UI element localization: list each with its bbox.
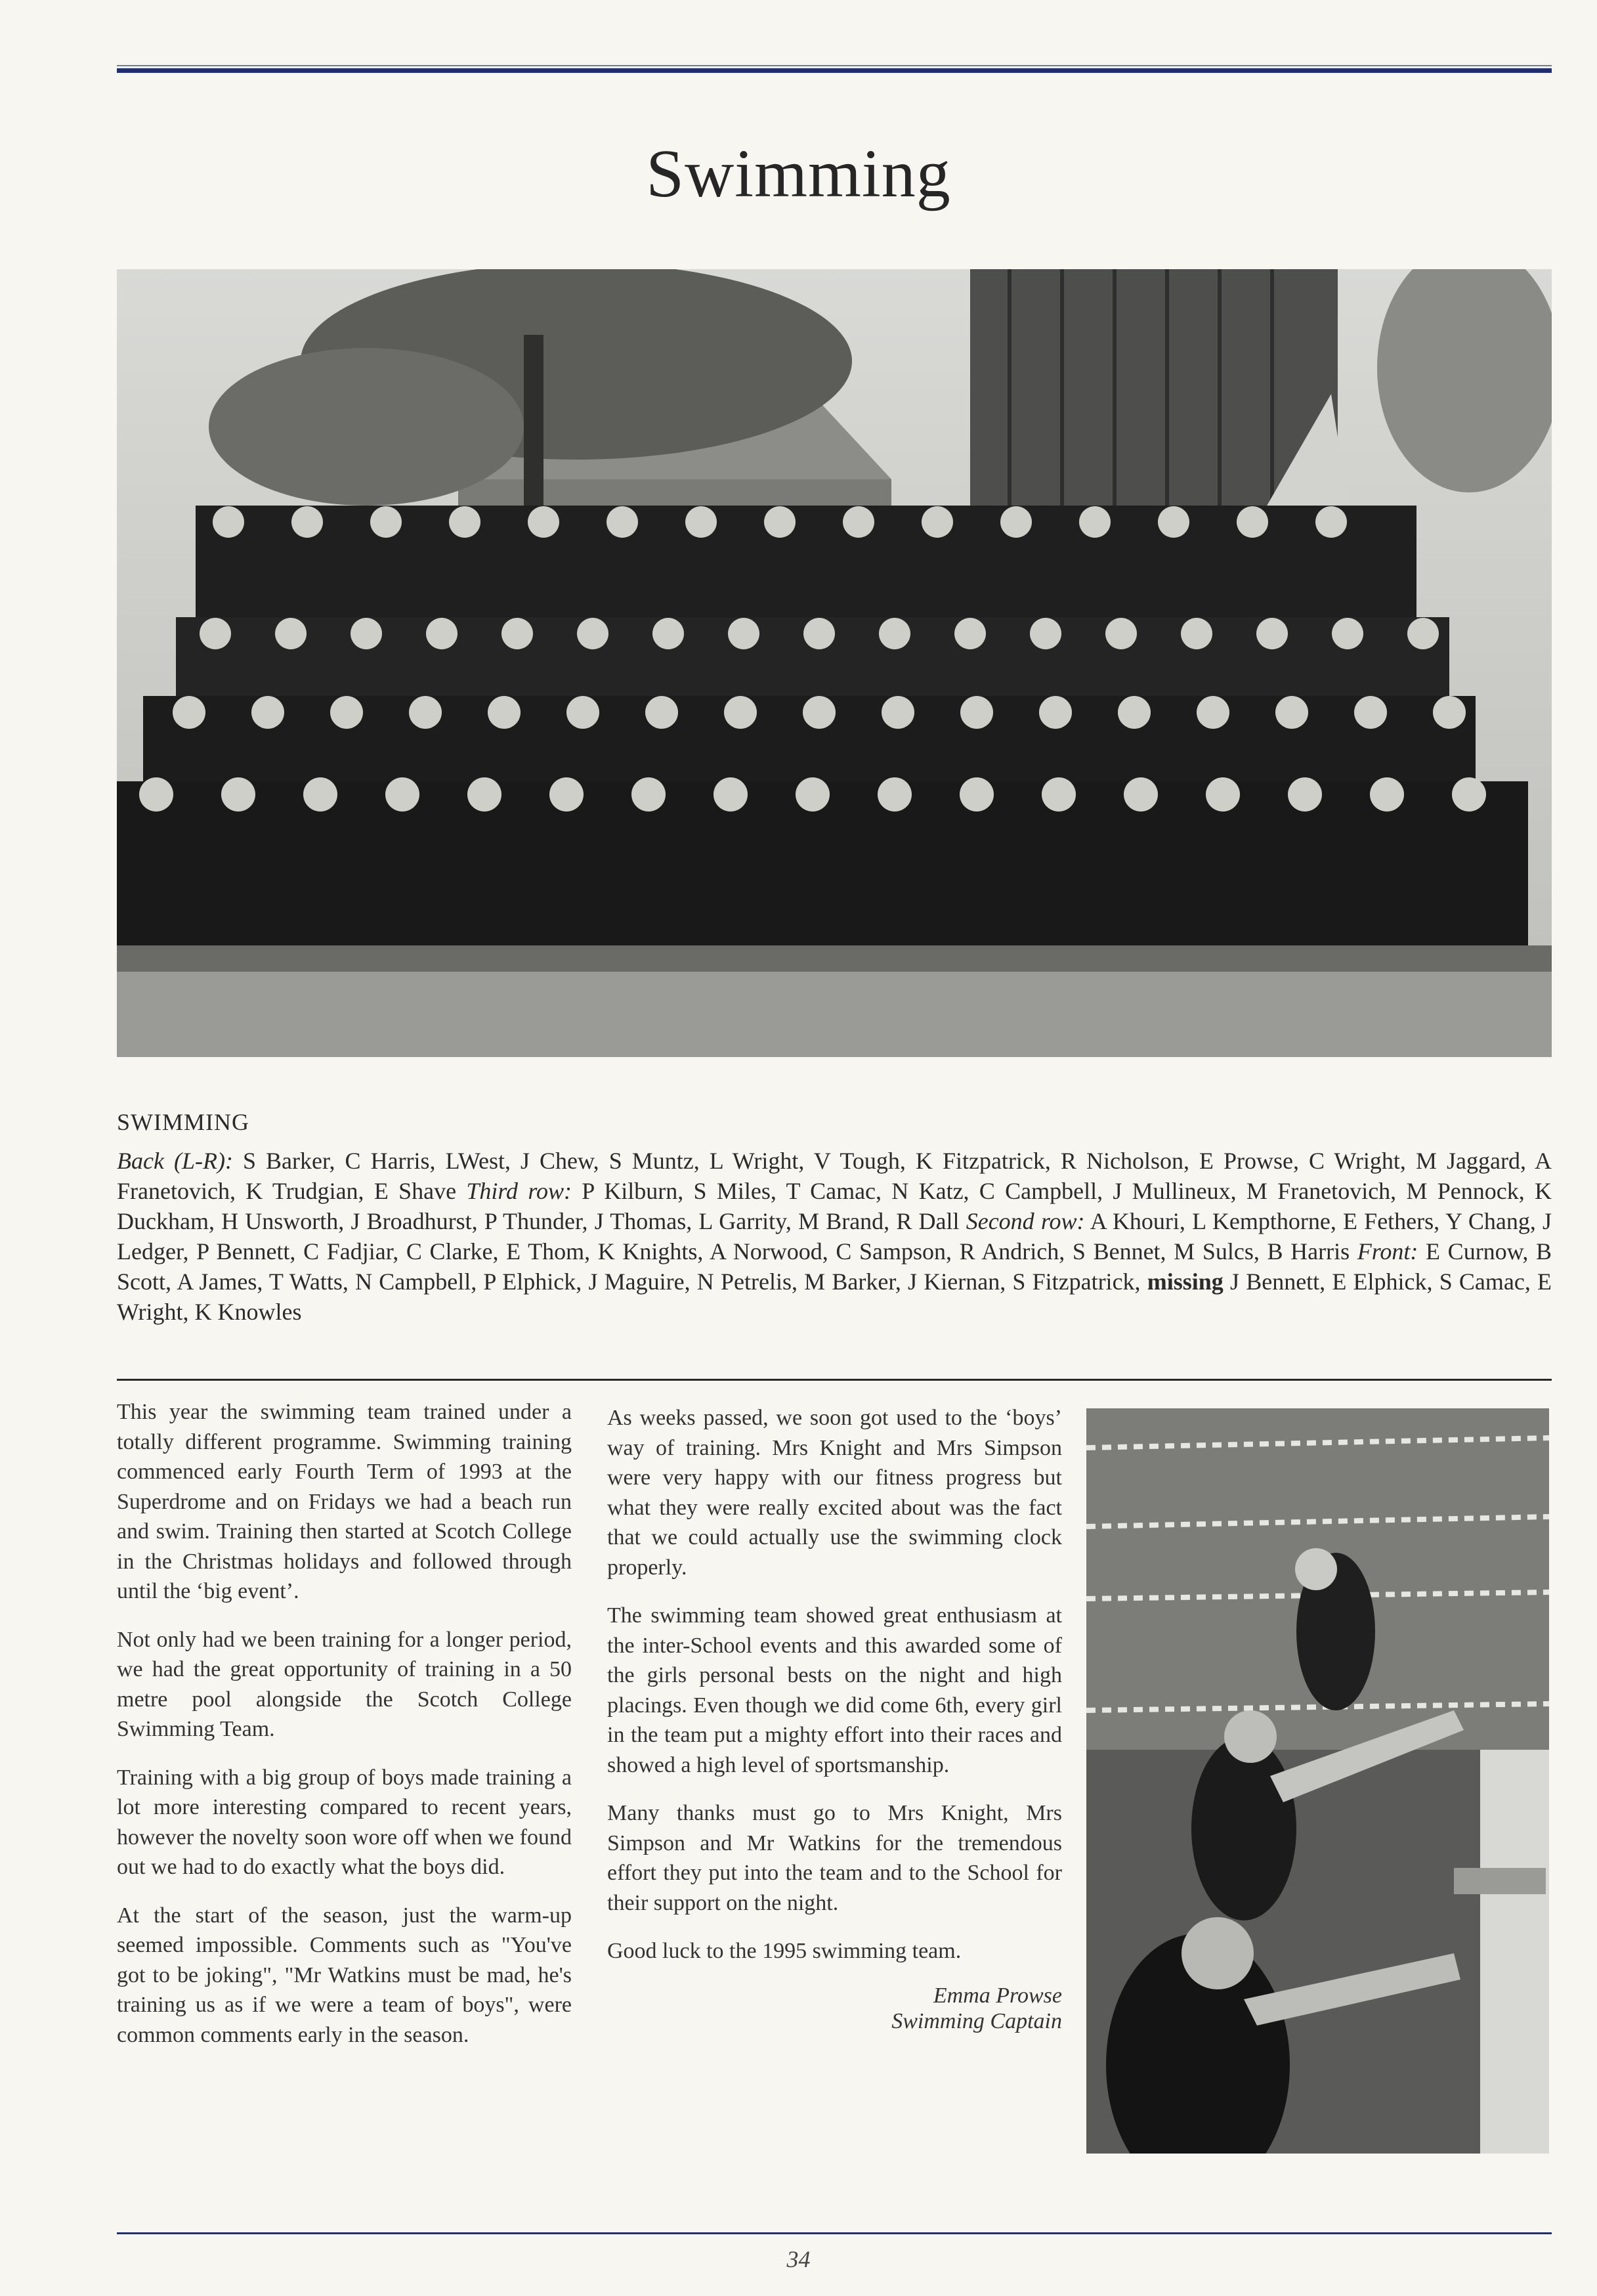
article-column-2 [607,1403,1062,2037]
article-column-1 [117,1397,572,2068]
page-number: 34 [786,2246,811,2272]
page-title: Swimming [646,136,951,211]
top-rule-thin [117,65,1552,66]
team-photo-drawing [117,269,1552,1057]
caption-heading: SWIMMING [117,1109,249,1135]
top-rule [117,68,1552,73]
article-paragraph: Good luck to the 1995 swimming team. [607,1939,962,1963]
article-paragraph: The swimming team showed great enthusiasm at the inter-School events and this awarded some of the girls personal bests on the night and high placings. Even though we did come 6th, every girl in the team put a mighty effort into their races and showed a high level of sportsmanship. [607,1603,1062,1777]
caption-front-label: Front: [1357,1238,1418,1265]
caption-second-label: Second row: [966,1208,1085,1234]
swimmers-photo-drawing [1086,1408,1549,2154]
caption-missing-names: J Bennett, E Elphick, S Camac, E Wright, K Knowles [117,1268,1552,1325]
article-paragraph: Training with a big group of boys made training a lot more interesting compared to recent years, however the novelty soon wore off when we found out we had to do exactly what the boys did. [117,1765,572,1879]
article-paragraph: At the start of the season, just the warm-up seemed impossible. Comments such as "You've got to be joking", "Mr Watkins must be mad, he's training us as if we were a team of boys", were common comments early in the season. [117,1903,572,2047]
caption-second-names: A Khouri, L Kempthorne, E Fethers, Y Chang, J Ledger, P Bennett, C Fadjiar, C Clarke, E Thom, K Knights, A Norwood, C Sampson, R Andrich, S Bennet, M Sulcs, B Harris [117,1208,1552,1265]
article-paragraph: Many thanks must go to Mrs Knight, Mrs Simpson and Mr Watkins for the tremendous effort they put into the team and to the School for their support on the night. [607,1801,1062,1915]
caption-back-names: S Barker, C Harris, LWest, J Chew, S Muntz, L Wright, V Tough, K Fitzpatrick, R Nicholson, E Prowse, C Wright, M Jaggard, A Franetovich, K Trudgian, E Shave [117,1148,1552,1204]
caption-missing-label: missing [1147,1268,1224,1295]
caption-back-label: Back (L-R): [117,1148,233,1174]
section-divider [117,1379,1552,1381]
author-role: Swimming Captain [891,2009,1062,2033]
caption-text [117,1146,1552,1327]
article-paragraph: Not only had we been training for a longer period, we had the great opportunity of training in a 50 metre pool alongside the Scotch College Swimming Team. [117,1627,572,1741]
caption-front-names: E Curnow, B Scott, A James, T Watts, N Campbell, P Elphick, J Maguire, N Petrelis, M Barker, J Kiernan, S Fitzpatrick, [117,1238,1552,1295]
caption-third-names: P Kilburn, S Miles, T Camac, N Katz, C Campbell, J Mullineux, M Franetovich, M Pennock, K Duckham, H Unsworth, J Broadhurst, P Thunder, J Thomas, L Garrity, M Brand, R Dall [117,1178,1552,1234]
article-paragraph: This year the swimming team trained under a totally different programme. Swimming training commenced early Fourth Term of 1993 at the Superdrome and on Fridays we had a beach run and swim. Training then started at Scotch College in the Christmas holidays and followed through until the ‘big event’. [117,1400,572,1603]
swimmers-photo [1086,1408,1549,2154]
article-paragraph: As weeks passed, we soon got used to the ‘boys’ way of training. Mrs Knight and Mrs Simpson were very happy with our fitness progress but what they were really excited about was the fact that we could actually use the swimming clock properly. [607,1406,1062,1580]
author-name: Emma Prowse [933,1983,1062,2008]
caption-third-label: Third row: [466,1178,572,1204]
team-photo [117,269,1552,1057]
bottom-rule [117,2232,1552,2234]
